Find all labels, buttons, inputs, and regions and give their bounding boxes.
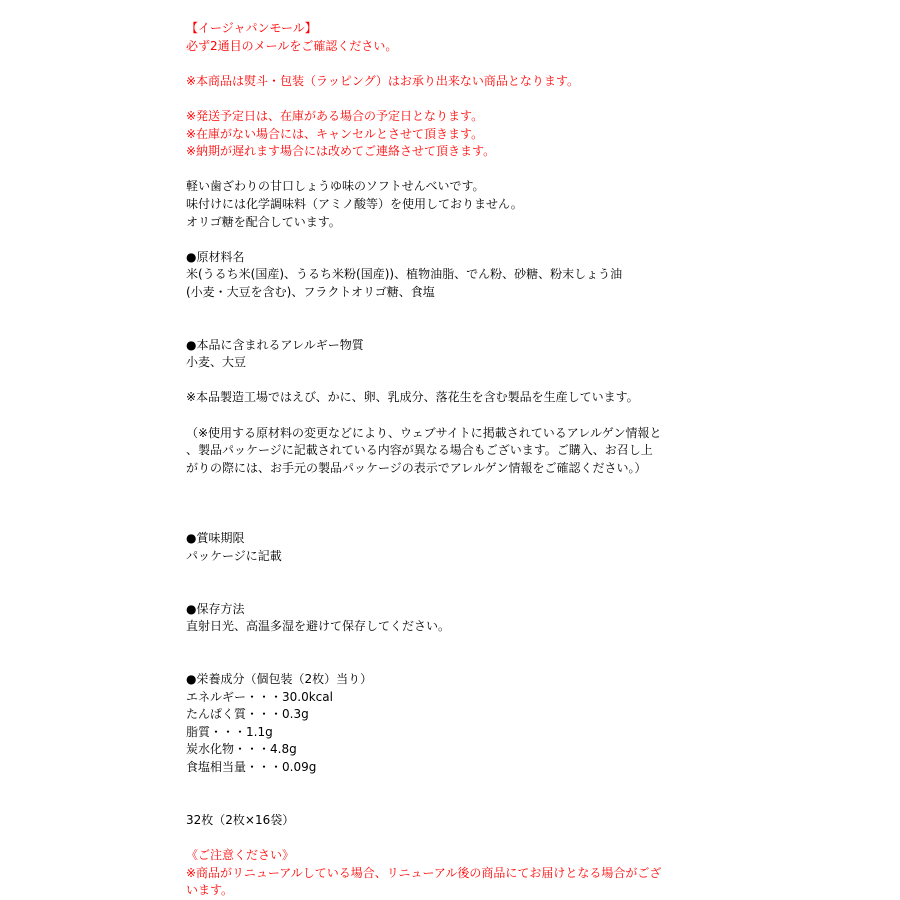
nutrition-item: 炭水化物・・・4.8g [186, 742, 297, 757]
caution-heading: 《ご注意ください》 [186, 847, 295, 862]
caution-line: います。 [186, 883, 234, 898]
description-line: オリゴ糖を配合しています。 [186, 214, 341, 229]
allergens-items: 小麦、大豆 [186, 355, 247, 370]
factory-note: ※本品製造工場ではえび、かに、卵、乳成分、落花生を含む製品を生産しています。 [186, 390, 639, 405]
storage-value: 直射日光、高温多湿を避けて保存してください。 [186, 619, 451, 634]
product-description [186, 20, 706, 900]
ingredients-line: 米(うるち米(国産)、うるち米粉(国産))、植物油脂、でん粉、砂糖、粉末しょう油 [186, 267, 623, 282]
allergens-heading: ●本品に含まれるアレルギー物質 [186, 337, 364, 352]
ingredients-heading: ●原材料名 [186, 249, 245, 264]
nutrition-item: 食塩相当量・・・0.09g [186, 759, 317, 774]
ingredients-line: (小麦・大豆を含む)、フラクトオリゴ糖、食塩 [186, 284, 435, 299]
ship-date-notice: ※発送予定日は、在庫がある場合の予定日となります。 [186, 108, 484, 123]
description-line: 軽い歯ざわりの甘口しょうゆ味のソフトせんべいです。 [186, 179, 485, 194]
nutrition-item: たんぱく質・・・0.3g [186, 707, 309, 722]
check-email-notice: 必ず2通目のメールをご確認ください。 [186, 38, 398, 53]
nutrition-item: 脂質・・・1.1g [186, 724, 273, 739]
allergen-disclaimer-line: がりの際には、お手元の製品パッケージの表示でアレルゲン情報をご確認ください。） [186, 460, 647, 475]
store-name: 【イージャパンモール】 [186, 21, 317, 35]
description-line: 味付けには化学調味料（アミノ酸等）を使用しておりません。 [186, 196, 523, 211]
caution-line: ※商品がリニューアルしている場合、リニューアル後の商品にてお届けとなる場合がござ [186, 865, 662, 880]
nutrition-item: エネルギー・・・30.0kcal [186, 689, 333, 704]
allergen-disclaimer-line: 、製品パッケージに記載されている内容が異なる場合もございます。ご購入、お召し上 [186, 443, 653, 458]
delay-notice: ※納期が遅れます場合には改めてご連絡させて頂きます。 [186, 144, 496, 159]
no-stock-notice: ※在庫がない場合には、キャンセルとさせて頂きます。 [186, 126, 484, 141]
allergen-disclaimer-line: （※使用する原材料の変更などにより、ウェブサイトに掲載されているアレルゲン情報と [186, 425, 662, 440]
storage-heading: ●保存方法 [186, 601, 245, 616]
best-before-value: パッケージに記載 [186, 548, 282, 563]
quantity: 32枚（2枚×16袋） [186, 812, 295, 827]
nutrition-heading: ●栄養成分（個包装（2枚）当り） [186, 671, 373, 686]
no-wrapping-notice: ※本商品は熨斗・包装（ラッピング）はお承り出来ない商品となります。 [186, 73, 579, 88]
best-before-heading: ●賞味期限 [186, 531, 245, 546]
